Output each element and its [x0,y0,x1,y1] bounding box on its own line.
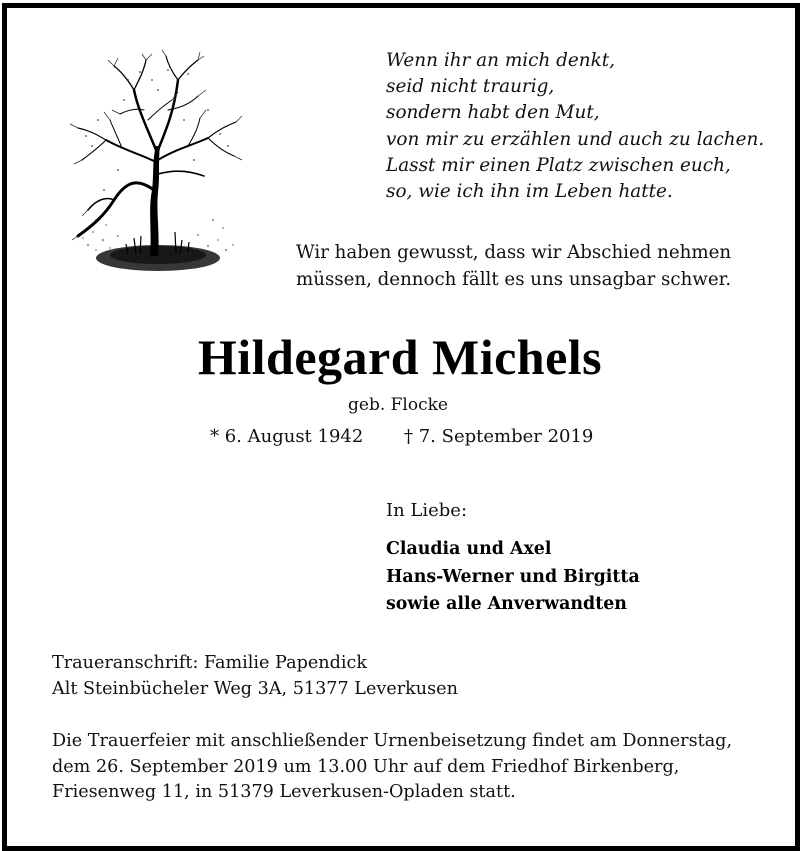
birth-date: * 6. August 1942 [210,426,364,447]
maiden-name: geb. Flocke [348,395,448,415]
service-line: Friesenweg 11, in 51379 Leverkusen-Opladen statt. [52,782,516,802]
service-line: dem 26. September 2019 um 13.00 Uhr auf dem Friedhof Birkenberg, [52,756,680,777]
poem-line: von mir zu erzählen und auch zu lachen. [386,128,765,150]
intro-line: müssen, dennoch fällt es uns unsagbar schwer. [296,269,732,290]
service-line: Die Trauerfeier mit anschließender Urnenbeisetzung findet am Donnerstag, [52,731,733,751]
poem-line: sondern habt den Mut, [386,102,600,124]
poem-line: seid nicht traurig, [386,76,555,98]
address-line: Traueranschrift: Familie Papendick [52,653,367,673]
mourner-name: Hans-Werner und Birgitta [386,566,640,587]
mourning-address [52,651,458,702]
funeral-service-info [52,729,732,806]
poem-line: Wenn ihr an mich denkt, [386,50,616,71]
death-date: † 7. September 2019 [404,426,594,447]
mourner-name: sowie alle Anverwandten [386,594,627,614]
deceased-name: Hildegard Michels [197,329,603,385]
mourner-name: Claudia und Axel [386,539,552,559]
bare-tree-icon [48,50,248,280]
intro-line: Wir haben gewusst, dass wir Abschied nehmen [296,242,732,263]
mourners-label: In Liebe: [386,500,468,521]
poem [386,48,764,205]
intro-text [296,239,731,293]
poem-line: so, wie ich ihn im Leben hatte. [386,181,673,203]
mourners-list [386,536,640,619]
address-line: Alt Steinbücheler Weg 3A, 51377 Leverkusen [52,678,458,699]
poem-line: Lasst mir einen Platz zwischen euch, [386,154,731,176]
